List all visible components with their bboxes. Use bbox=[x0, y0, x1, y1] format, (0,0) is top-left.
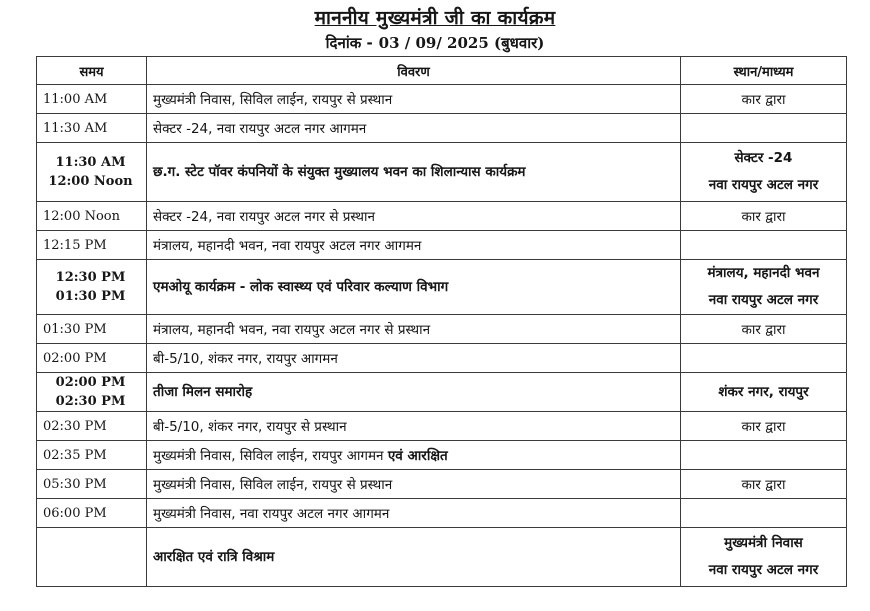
place-cell bbox=[681, 528, 847, 587]
time-cell bbox=[37, 528, 147, 587]
date-value: 03 / 09/ 2025 (बुधवार) bbox=[378, 34, 545, 52]
description-cell: मंत्रालय, महानदी भवन, नवा रायपुर अटल नगर से प्रस्थान bbox=[147, 315, 681, 344]
header-time: समय bbox=[37, 57, 147, 85]
table-row bbox=[37, 344, 847, 373]
table-row bbox=[37, 202, 847, 231]
table-row bbox=[37, 114, 847, 143]
place-line: नवा रायपुर अटल नगर bbox=[708, 177, 819, 193]
place-line: नवा रायपुर अटल नगर bbox=[708, 292, 819, 308]
place-cell bbox=[681, 344, 847, 373]
time-cell: 12:00 Noon bbox=[37, 202, 147, 231]
time-start: 12:30 PM bbox=[55, 270, 126, 285]
place-line: नवा रायपुर अटल नगर bbox=[708, 562, 819, 578]
page-title: माननीय मुख्यमंत्री जी का कार्यक्रम bbox=[314, 7, 556, 29]
description-cell: बी-5/10, शंकर नगर, रायपुर आगमन bbox=[147, 344, 681, 373]
time-cell: 01:30 PM bbox=[37, 315, 147, 344]
place-cell: कार द्वारा bbox=[681, 470, 847, 499]
place-cell: कार द्वारा bbox=[681, 315, 847, 344]
description-text: मुख्यमंत्री निवास, सिविल लाईन, रायपुर आगमन bbox=[153, 448, 384, 464]
table-row bbox=[37, 528, 847, 587]
time-cell: 12:15 PM bbox=[37, 231, 147, 260]
place-cell bbox=[681, 441, 847, 470]
time-end: 02:30 PM bbox=[55, 394, 126, 409]
time-start: 11:30 AM bbox=[55, 155, 126, 170]
description-cell: मुख्यमंत्री निवास, नवा रायपुर अटल नगर आगमन bbox=[147, 499, 681, 528]
description-reserved-note: एवं आरक्षित bbox=[387, 448, 448, 464]
table-row bbox=[37, 231, 847, 260]
place-cell bbox=[681, 231, 847, 260]
table-row bbox=[37, 260, 847, 315]
date-line bbox=[0, 33, 870, 53]
place-cell: कार द्वारा bbox=[681, 202, 847, 231]
place-line: मंत्रालय, महानदी भवन bbox=[707, 265, 820, 281]
description-cell: छ.ग. स्टेट पॉवर कंपनियों के संयुक्त मुख्यालय भवन का शिलान्यास कार्यक्रम bbox=[147, 143, 681, 202]
description-cell: मुख्यमंत्री निवास, सिविल लाईन, रायपुर से प्रस्थान bbox=[147, 470, 681, 499]
table-row bbox=[37, 499, 847, 528]
header-description: विवरण bbox=[147, 57, 681, 85]
description-cell: सेक्टर -24, नवा रायपुर अटल नगर से प्रस्थान bbox=[147, 202, 681, 231]
description-cell: मंत्रालय, महानदी भवन, नवा रायपुर अटल नगर आगमन bbox=[147, 231, 681, 260]
time-cell bbox=[37, 143, 147, 202]
place-cell bbox=[681, 260, 847, 315]
description-cell bbox=[147, 441, 681, 470]
time-cell: 11:30 AM bbox=[37, 114, 147, 143]
place-line: सेक्टर -24 bbox=[734, 150, 793, 166]
table-row bbox=[37, 315, 847, 344]
time-end: 12:00 Noon bbox=[48, 174, 133, 189]
time-cell: 02:00 PM bbox=[37, 344, 147, 373]
description-cell: मुख्यमंत्री निवास, सिविल लाईन, रायपुर से प्रस्थान bbox=[147, 85, 681, 114]
table-row bbox=[37, 441, 847, 470]
time-cell: 11:00 AM bbox=[37, 85, 147, 114]
header-row bbox=[37, 57, 847, 85]
time-start: 02:00 PM bbox=[55, 375, 126, 390]
table-row bbox=[37, 373, 847, 412]
place-cell: कार द्वारा bbox=[681, 85, 847, 114]
place-cell bbox=[681, 114, 847, 143]
place-cell bbox=[681, 499, 847, 528]
description-cell: एमओयू कार्यक्रम - लोक स्वास्थ्य एवं परिवार कल्याण विभाग bbox=[147, 260, 681, 315]
date-label: दिनांक - bbox=[325, 34, 373, 52]
place-cell: शंकर नगर, रायपुर bbox=[681, 373, 847, 412]
description-cell: बी-5/10, शंकर नगर, रायपुर से प्रस्थान bbox=[147, 412, 681, 441]
description-cell: सेक्टर -24, नवा रायपुर अटल नगर आगमन bbox=[147, 114, 681, 143]
schedule-table bbox=[36, 56, 847, 587]
time-cell bbox=[37, 373, 147, 412]
time-cell: 06:00 PM bbox=[37, 499, 147, 528]
description-cell: आरक्षित एवं रात्रि विश्राम bbox=[147, 528, 681, 587]
place-line: मुख्यमंत्री निवास bbox=[724, 535, 803, 551]
place-cell bbox=[681, 143, 847, 202]
table-row bbox=[37, 143, 847, 202]
table-row bbox=[37, 412, 847, 441]
time-cell: 05:30 PM bbox=[37, 470, 147, 499]
table-row bbox=[37, 470, 847, 499]
header-place: स्थान/माध्यम bbox=[681, 57, 847, 85]
place-cell: कार द्वारा bbox=[681, 412, 847, 441]
description-cell: तीजा मिलन समारोह bbox=[147, 373, 681, 412]
time-cell: 02:30 PM bbox=[37, 412, 147, 441]
table-row bbox=[37, 85, 847, 114]
time-cell: 02:35 PM bbox=[37, 441, 147, 470]
time-cell bbox=[37, 260, 147, 315]
time-end: 01:30 PM bbox=[55, 289, 126, 304]
